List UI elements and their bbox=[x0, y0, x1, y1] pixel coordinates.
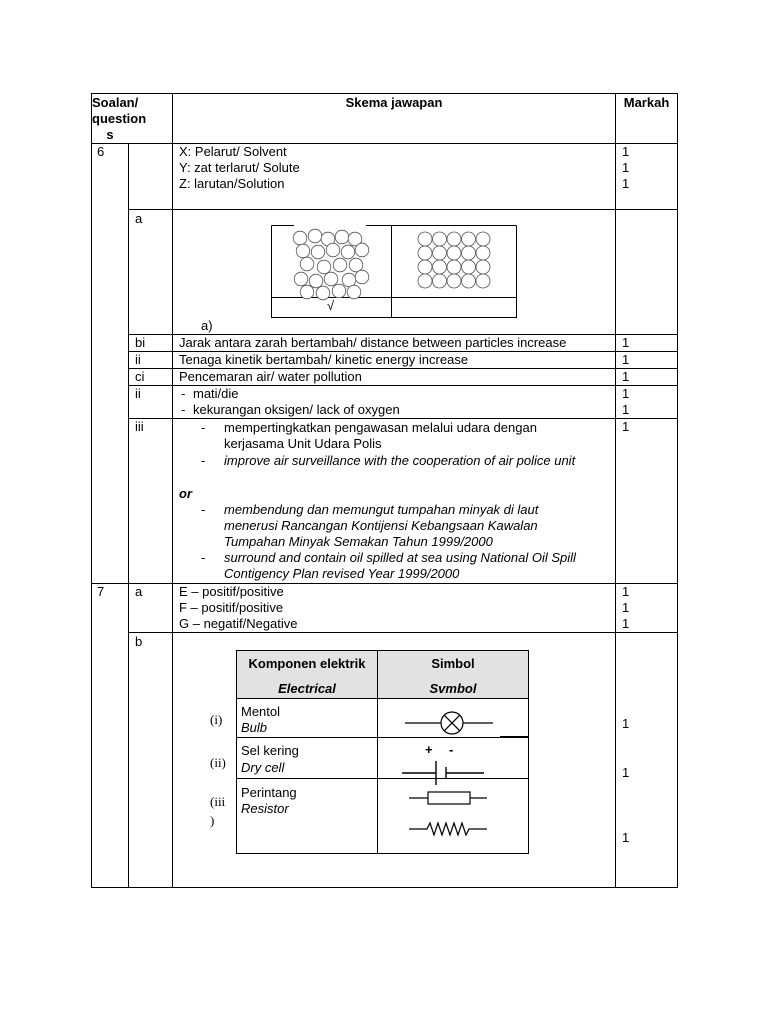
solid-particle bbox=[418, 274, 432, 288]
solid-particle bbox=[447, 274, 461, 288]
roman-i: (i) bbox=[210, 712, 223, 727]
liquid-particle bbox=[317, 260, 331, 274]
cell-minus-sign: - bbox=[449, 742, 454, 757]
q6-y-line: Y: zat terlarut/ Solute bbox=[179, 160, 300, 175]
q6ciii-dash-1: - bbox=[201, 420, 206, 435]
component-resistor-en: Resistor bbox=[241, 801, 289, 816]
solid-particle bbox=[462, 274, 476, 288]
q6-xyz-mark-3: 1 bbox=[622, 176, 630, 191]
q7a-label: a bbox=[135, 584, 143, 599]
particle-diagram bbox=[271, 225, 517, 318]
q7a-mark-2: 1 bbox=[622, 600, 630, 615]
liquid-particle bbox=[341, 245, 355, 259]
liquid-particle bbox=[300, 257, 314, 271]
q6ci-mark: 1 bbox=[622, 369, 630, 384]
q7a-mark-1: 1 bbox=[622, 584, 630, 599]
particle-diagram-tick: √ bbox=[327, 298, 335, 313]
solid-particle bbox=[462, 246, 476, 260]
cell-right-wire-stub bbox=[500, 736, 528, 737]
q7b-mark-2: 1 bbox=[622, 765, 630, 780]
liquid-particle bbox=[342, 273, 356, 287]
q6bi-answer: Jarak antara zarah bertambah/ distance between particles increase bbox=[179, 335, 567, 350]
solid-particle bbox=[418, 260, 432, 274]
dry-cell-symbol-icon bbox=[402, 759, 486, 787]
solid-particle bbox=[462, 260, 476, 274]
liquid-particle bbox=[294, 272, 308, 286]
q6bi-mark: 1 bbox=[622, 335, 630, 350]
header-soalan: Soalan/ bbox=[92, 95, 139, 110]
solid-particle bbox=[433, 232, 447, 246]
component-bulb-en: Bulb bbox=[241, 720, 268, 735]
solid-particle bbox=[476, 246, 490, 260]
q6-xyz-mark-2: 1 bbox=[622, 160, 630, 175]
q6ciii-italic-1: improve air surveillance with the cooperation of air police unit bbox=[224, 453, 576, 468]
q7b-mark-3: 1 bbox=[622, 830, 630, 845]
q7a-line-2: F – positif/positive bbox=[179, 600, 284, 615]
liquid-particle bbox=[296, 244, 310, 258]
component-cell-ms: Sel kering bbox=[241, 743, 299, 758]
q6ci-answer: Pencemaran air/ water pollution bbox=[179, 369, 362, 384]
comp-header: Komponen elektrik bbox=[248, 656, 366, 671]
q6-z-line: Z: larutan/Solution bbox=[179, 176, 285, 191]
solid-particle bbox=[476, 232, 490, 246]
q6-number: 6 bbox=[97, 144, 105, 159]
q7-number: 7 bbox=[97, 584, 105, 599]
q6ciii-or: or bbox=[179, 486, 192, 501]
answer-column-divider bbox=[172, 93, 173, 888]
comp-header-en: Electrical bbox=[278, 681, 336, 696]
q6ciii-label: iii bbox=[135, 419, 144, 434]
q6ciii-dash-4: - bbox=[201, 550, 206, 565]
q6cii-mark-1: 1 bbox=[622, 386, 630, 401]
q6cii-label: ii bbox=[135, 386, 141, 401]
sub-column-divider bbox=[128, 143, 129, 888]
component-bulb-ms: Mentol bbox=[241, 704, 281, 719]
roman-iii: (iii bbox=[210, 794, 226, 809]
particle-diagram-svg bbox=[271, 225, 517, 318]
liquid-particle bbox=[355, 243, 369, 257]
q6ciii-italic-2c: Tumpahan Minyak Semakan Tahun 1999/2000 bbox=[224, 534, 493, 549]
components-table-bottom bbox=[236, 853, 529, 854]
q6ciii-italic-2b: menerusi Rancangan Kontijensi Kebangsaan Kawalan bbox=[224, 518, 538, 533]
liquid-particle bbox=[311, 245, 325, 259]
table-bottom-border bbox=[91, 887, 678, 888]
liquid-particle bbox=[308, 229, 322, 243]
solid-particle bbox=[476, 274, 490, 288]
component-resistor-ms: Perintang bbox=[241, 785, 297, 800]
q6ciii-line-2: kerjasama Unit Udara Polis bbox=[224, 436, 382, 451]
bulb-symbol-icon bbox=[405, 709, 495, 737]
q7a-line-1: E – positif/positive bbox=[179, 584, 284, 599]
q6bi-label: bi bbox=[135, 335, 146, 350]
solid-particle bbox=[433, 260, 447, 274]
q6a-caption: a) bbox=[201, 318, 213, 333]
header-skema-jawapan: Skema jawapan bbox=[345, 95, 443, 110]
solid-particle bbox=[433, 274, 447, 288]
liquid-particle bbox=[300, 285, 314, 299]
table-right-border bbox=[677, 93, 678, 888]
sym-header-en: Svmbol bbox=[429, 681, 477, 696]
q6ci-label: ci bbox=[135, 369, 145, 384]
solid-particle bbox=[433, 246, 447, 260]
header-question-s: s bbox=[106, 127, 114, 142]
row-divider-6ciii bbox=[128, 418, 678, 419]
solid-particle bbox=[418, 232, 432, 246]
components-table-top bbox=[236, 650, 529, 651]
components-table-header-line bbox=[236, 698, 529, 699]
components-table-row1-line bbox=[236, 737, 529, 738]
q6a-label: a bbox=[135, 211, 143, 226]
solid-particle bbox=[418, 246, 432, 260]
liquid-particle bbox=[355, 270, 369, 284]
roman-ii: (ii) bbox=[210, 755, 226, 770]
components-table-right bbox=[528, 650, 529, 854]
roman-iii-close: ) bbox=[210, 813, 215, 828]
liquid-particle bbox=[332, 284, 346, 298]
q7b-mark-1: 1 bbox=[622, 716, 630, 731]
resistor-box-symbol-icon bbox=[409, 790, 489, 806]
q6ciii-line-1: mempertingkatkan pengawasan melalui udara dengan bbox=[224, 420, 537, 435]
solid-particle bbox=[447, 246, 461, 260]
resistor-zigzag-symbol-icon bbox=[409, 821, 489, 837]
q6ciii-italic-2a: membendung dan memungut tumpahan minyak di laut bbox=[224, 502, 539, 517]
liquid-particle bbox=[293, 231, 307, 245]
q6ciii-dash-3: - bbox=[201, 502, 206, 517]
q6ciii-italic-3a: surround and contain oil spilled at sea using National Oil Spill bbox=[224, 550, 576, 565]
liquid-particle bbox=[326, 243, 340, 257]
q6cii-dash-2: - bbox=[181, 402, 186, 417]
table-top-border bbox=[91, 93, 678, 94]
table-left-border bbox=[91, 93, 92, 888]
q6cii-mark-2: 1 bbox=[622, 402, 630, 417]
solid-particle bbox=[476, 260, 490, 274]
marks-column-divider bbox=[615, 93, 616, 888]
q6bii-mark: 1 bbox=[622, 352, 630, 367]
q6bii-label: ii bbox=[135, 352, 141, 367]
q6cii-item-1: mati/die bbox=[193, 386, 239, 401]
q6ciii-dash-2: - bbox=[201, 453, 206, 468]
q6-x-line: X: Pelarut/ Solvent bbox=[179, 144, 287, 159]
liquid-particle bbox=[347, 285, 361, 299]
row-divider-6a bbox=[128, 209, 678, 210]
solid-particle bbox=[447, 260, 461, 274]
q7a-line-3: G – negatif/Negative bbox=[179, 616, 298, 631]
liquid-particle bbox=[309, 274, 323, 288]
sym-header: Simbol bbox=[431, 656, 475, 671]
q7a-mark-3: 1 bbox=[622, 616, 630, 631]
liquid-particle bbox=[349, 258, 363, 272]
liquid-particle bbox=[324, 272, 338, 286]
header-question: question bbox=[92, 111, 147, 126]
q6ciii-italic-3b: Contigency Plan revised Year 1999/2000 bbox=[224, 566, 460, 581]
q6-xyz-mark-1: 1 bbox=[622, 144, 630, 159]
q6cii-dash-1: - bbox=[181, 386, 186, 401]
q6cii-item-2: kekurangan oksigen/ lack of oxygen bbox=[193, 402, 400, 417]
solid-particle bbox=[447, 232, 461, 246]
solid-particle bbox=[462, 232, 476, 246]
cell-plus-sign: + bbox=[425, 742, 433, 757]
q6bii-answer: Tenaga kinetik bertambah/ kinetic energy increase bbox=[179, 352, 469, 367]
component-cell-en: Dry cell bbox=[241, 760, 285, 775]
q7b-label: b bbox=[135, 634, 143, 649]
liquid-particle bbox=[335, 230, 349, 244]
liquid-particle bbox=[333, 258, 347, 272]
q6ciii-mark: 1 bbox=[622, 419, 630, 434]
row-divider-7b bbox=[128, 632, 678, 633]
header-markah: Markah bbox=[623, 95, 670, 110]
